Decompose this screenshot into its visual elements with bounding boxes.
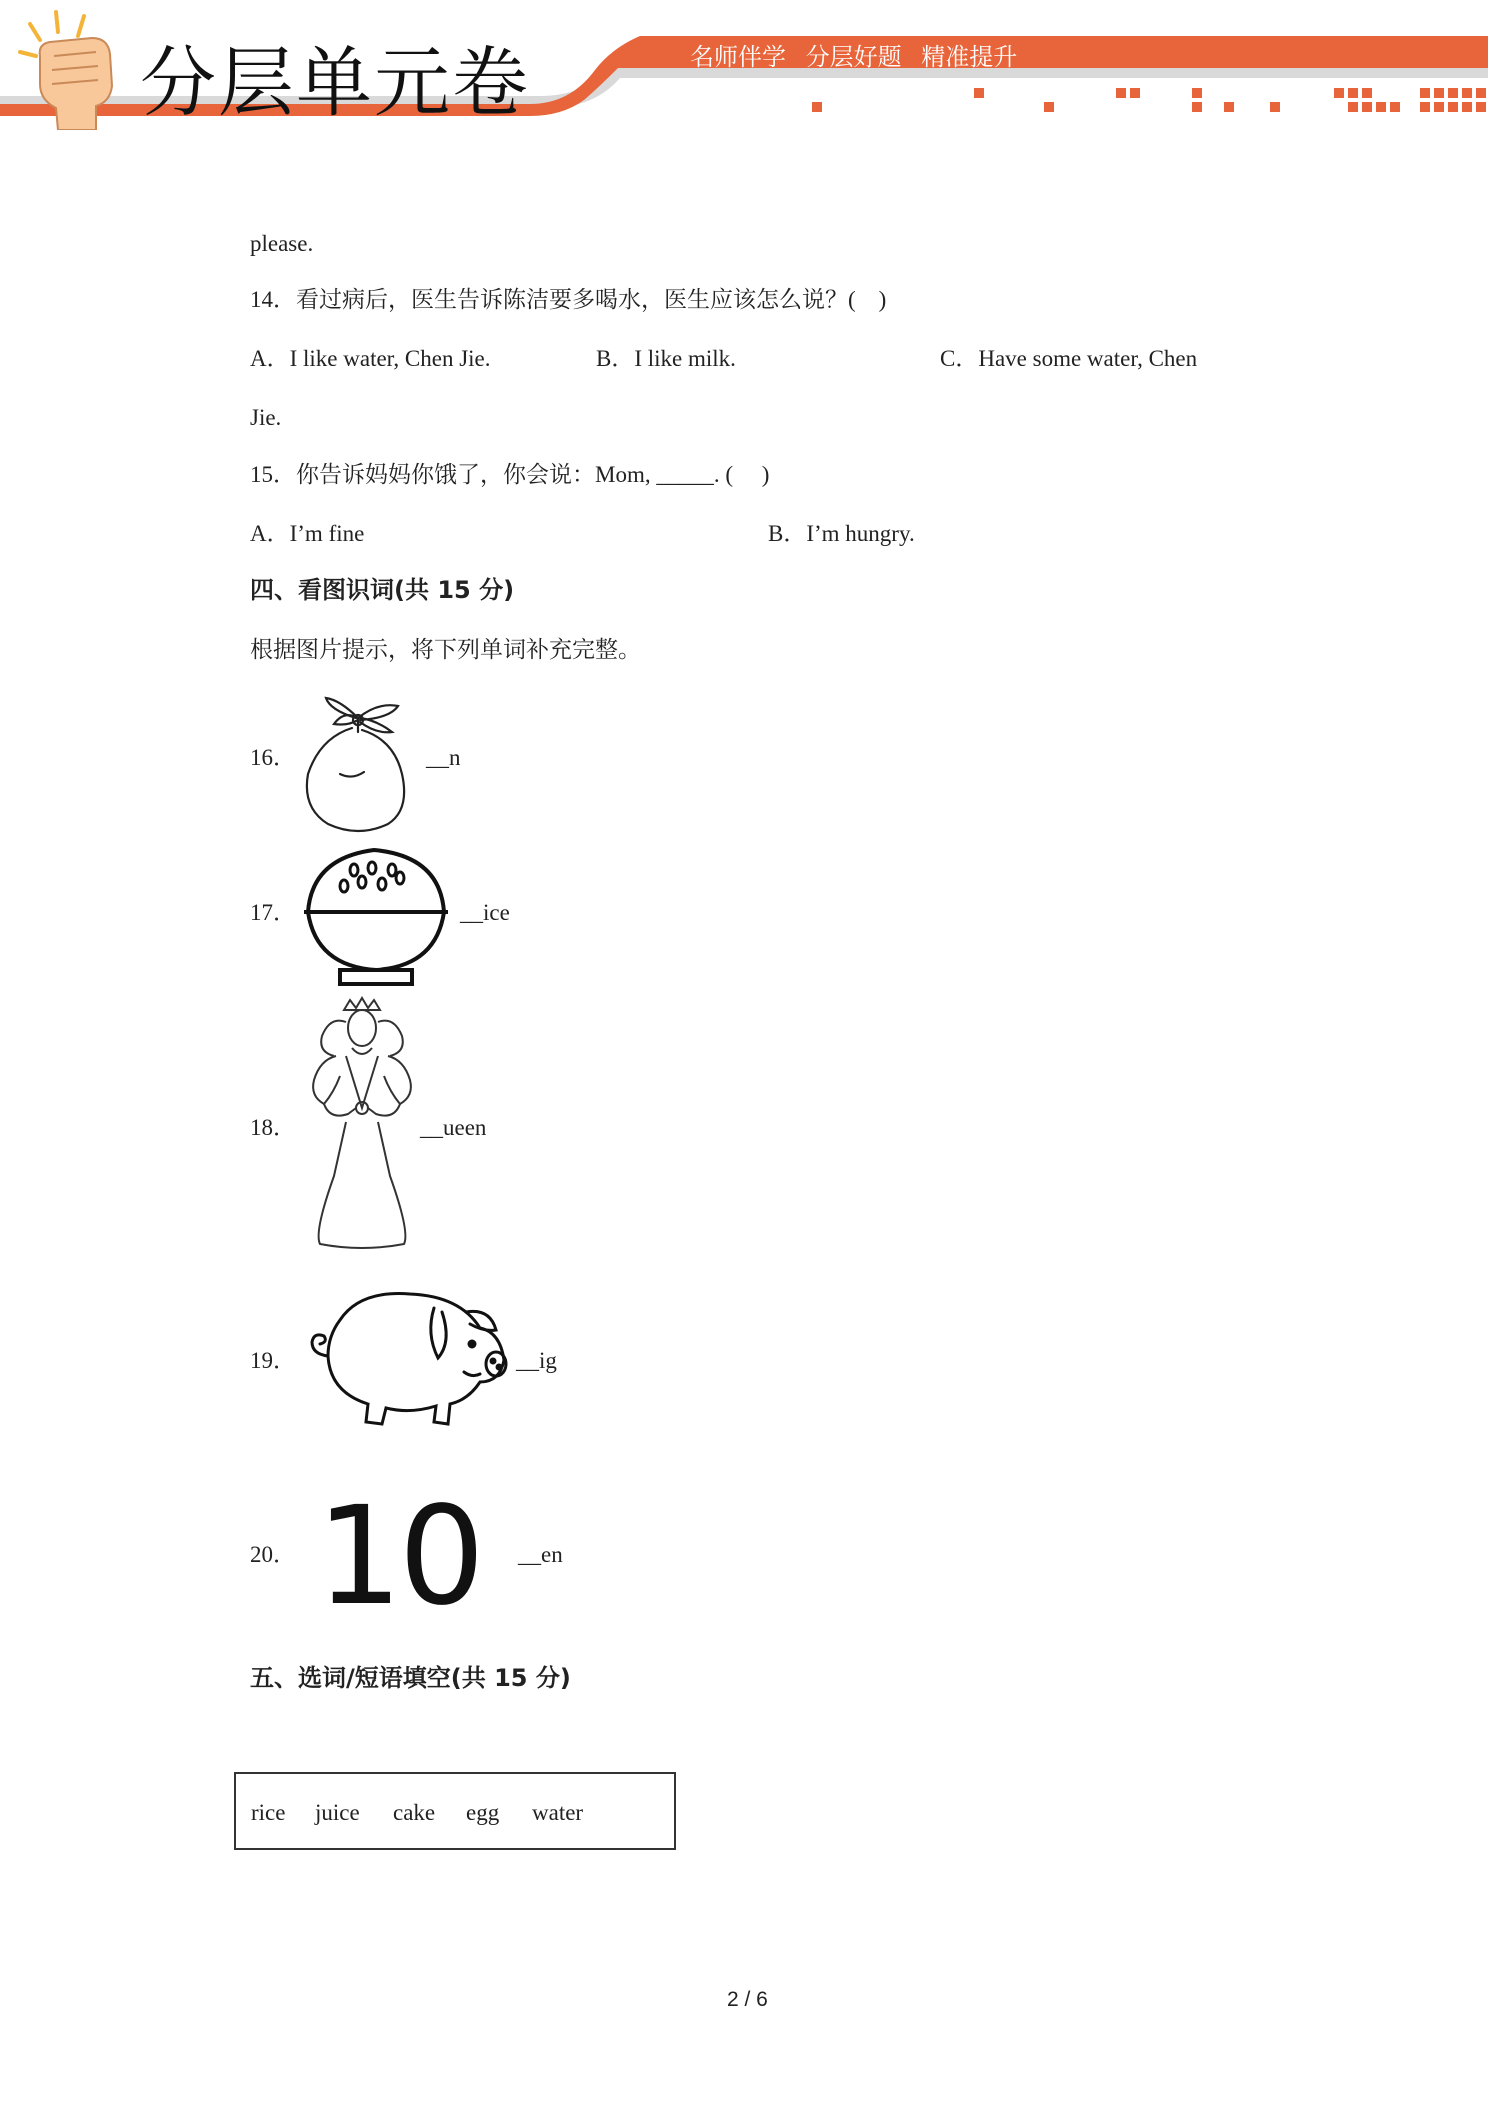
continued-text: please.: [250, 231, 314, 256]
question-14-option-c: C．Have some water, Chen: [940, 346, 1198, 371]
header-slogan: 名师伴学 分层好题 精准提升: [690, 43, 1018, 71]
item-18-blank: __ueen: [420, 1115, 487, 1140]
word-bank-word: rice: [251, 1800, 286, 1825]
item-16-number: 16．: [250, 745, 296, 770]
section-4-title: 四、看图识词(共 15 分): [250, 576, 515, 604]
word-bank-word: cake: [393, 1800, 436, 1825]
number-ten-picture: 10: [316, 1478, 482, 1636]
item-20-number: 20．: [250, 1542, 296, 1567]
word-bank-word: water: [532, 1800, 584, 1825]
question-15-option-a: A．I’m fine: [250, 521, 365, 546]
pig-icon: [300, 1284, 512, 1430]
question-14-option-c-wrap: Jie.: [250, 405, 282, 430]
question-14-option-b: B．I like milk.: [596, 346, 736, 371]
question-15-stem: 15．你告诉妈妈你饿了，你会说：Mom, _____. ( ): [250, 462, 770, 487]
header-title: 分层单元卷: [140, 38, 530, 127]
question-15-option-b: B．I’m hungry.: [768, 521, 915, 546]
word-bank-word: egg: [466, 1800, 500, 1825]
word-bank-word: juice: [315, 1800, 360, 1825]
item-17-number: 17．: [250, 900, 296, 925]
item-19-number: 19．: [250, 1348, 296, 1373]
rice-bowl-icon: [300, 840, 452, 990]
item-19-blank: __ig: [516, 1348, 557, 1373]
queen-icon: [300, 996, 424, 1256]
orange-icon: [300, 688, 420, 834]
item-20-blank: __en: [518, 1542, 563, 1567]
question-14-stem: 14．看过病后，医生告诉陈洁要多喝水，医生应该怎么说？( ): [250, 287, 887, 312]
item-18-number: 18．: [250, 1115, 296, 1140]
question-14-option-a: A．I like water, Chen Jie.: [250, 346, 491, 371]
section-4-instruction: 根据图片提示，将下列单词补充完整。: [250, 637, 641, 662]
page-number: 2 / 6: [727, 1988, 768, 2011]
item-17-blank: __ice: [460, 900, 510, 925]
section-5-title: 五、选词/短语填空(共 15 分): [250, 1664, 571, 1692]
decor-squares: [812, 88, 1486, 112]
item-16-blank: __n: [426, 745, 461, 770]
word-bank-box: [234, 1772, 676, 1850]
